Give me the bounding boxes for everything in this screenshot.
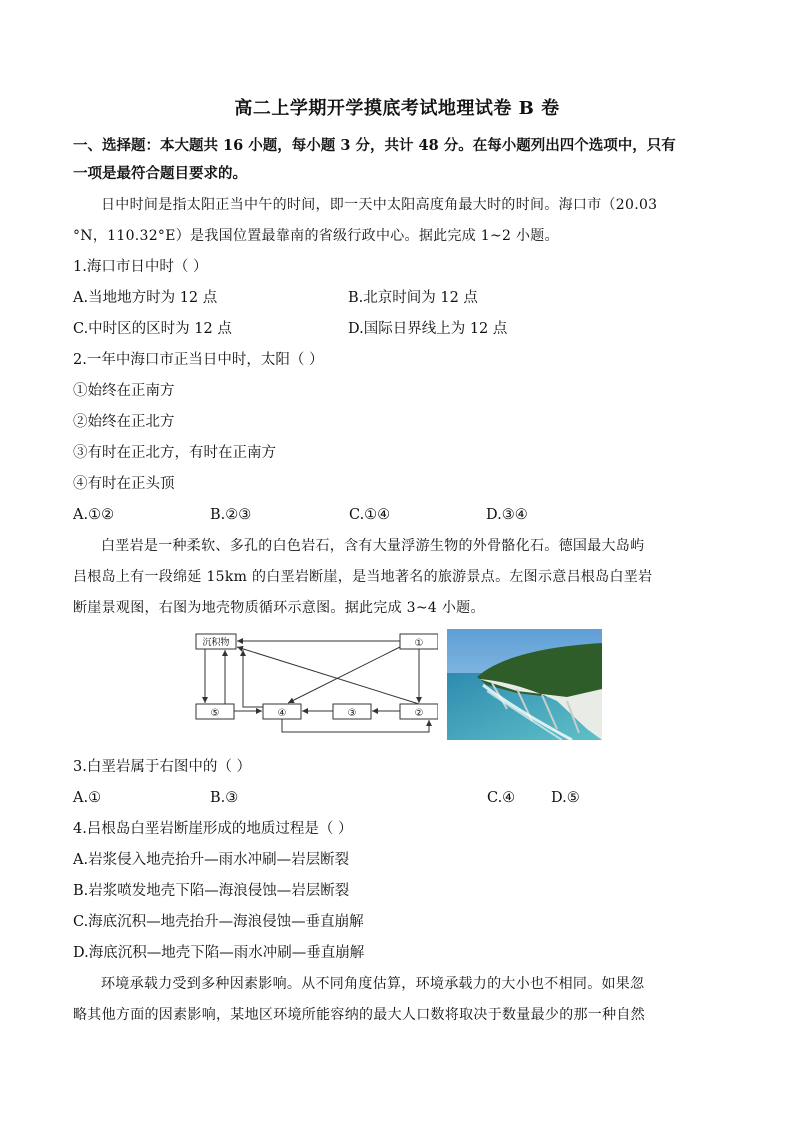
q2-option-a[interactable]: A.①② [73,507,115,523]
q2-item-3: ③有时在正北方，有时在正南方 [73,445,276,461]
q4-option-a[interactable]: A.岩浆侵入地壳抬升—雨水冲刷—岩层断裂 [73,852,350,868]
passage1-line1: 日中时间是指太阳正当中午的时间，即一天中太阳高度角最大时的时间。海口市（20.03 [101,197,658,213]
figures [73,630,721,748]
arrow-4-to-2 [282,719,429,732]
arrow-2-to-sediment [237,647,419,704]
q1-option-d[interactable]: D.国际日界线上为 12 点 [348,321,508,337]
q1-stem: 1.海口市日中时（ ） [73,259,208,275]
q3-option-a[interactable]: A.① [73,790,102,806]
q1-option-c[interactable]: C.中时区的区时为 12 点 [73,321,232,337]
q2-options [73,500,721,531]
arrow-4-to-sediment [243,650,263,707]
section-heading-line1: 一、选择题：本大题共 16 小题，每小题 3 分，共计 48 分。在每小题列出四个选项中，只有 [73,137,676,154]
q4-option-c[interactable]: C.海底沉积—地壳抬升—海浪侵蚀—垂直崩解 [73,914,364,930]
rock-cycle-diagram [193,630,438,742]
passage3-line2: 略其他方面的因素影响，某地区环境所能容纳的最大人口数将取决于数量最少的那一种自然 [73,1007,645,1023]
q3-option-d[interactable]: D.⑤ [551,790,580,806]
q4-option-d[interactable]: D.海底沉积—地壳下陷—雨水冲刷—垂直崩解 [73,945,365,961]
q2-option-c[interactable]: C.①④ [349,507,391,523]
q4-option-b[interactable]: B.岩浆喷发地壳下陷—海浪侵蚀—岩层断裂 [73,883,350,899]
label-5: ⑤ [210,708,220,719]
arrow-1-to-4 [288,647,400,703]
q2-stem: 2.一年中海口市正当日中时，太阳（ ） [73,352,324,368]
passage2-line1: 白垩岩是一种柔软、多孔的白色岩石，含有大量浮游生物的外骨骼化石。德国最大岛屿 [101,538,645,554]
q4-stem: 4.吕根岛白垩岩断崖形成的地质过程是（ ） [73,821,353,837]
q2-item-4: ④有时在正头顶 [73,476,175,492]
passage2-line3: 断崖景观图，右图为地壳物质循环示意图。据此完成 3~4 小题。 [73,600,485,616]
label-sediment: 沉积物 [202,638,230,648]
label-3: ③ [347,708,357,719]
q1-option-b[interactable]: B.北京时间为 12 点 [348,290,478,306]
q1-option-a[interactable]: A.当地地方时为 12 点 [73,290,218,306]
exam-page [73,94,721,1031]
q2-option-d[interactable]: D.③④ [486,507,528,523]
q1-options-row2 [73,314,721,345]
q2-item-2: ②始终在正北方 [73,414,175,430]
q3-options [73,783,721,814]
page-title: 高二上学期开学摸底考试地理试卷 B 卷 [234,98,560,119]
passage2-line2: 吕根岛上有一段绵延 15km 的白垩岩断崖，是当地著名的旅游景点。左图示意吕根岛白垩岩 [73,569,653,585]
chalk-cliff-photo [447,629,602,740]
label-4: ④ [277,708,287,719]
label-1: ① [414,638,424,649]
label-2: ② [414,708,424,719]
q1-options-row1 [73,283,721,314]
section-heading-line2: 一项是最符合题目要求的。 [73,165,247,182]
passage1-line2: °N，110.32°E）是我国位置最靠南的省级行政中心。据此完成 1~2 小题。 [73,228,559,244]
q2-item-1: ①始终在正南方 [73,383,175,399]
passage3-line1: 环境承载力受到多种因素影响。从不同角度估算，环境承载力的大小也不相同。如果忽 [101,976,645,992]
q3-option-c[interactable]: C.④ [487,790,516,806]
q2-option-b[interactable]: B.②③ [210,507,252,523]
q3-option-b[interactable]: B.③ [210,790,239,806]
q3-stem: 3.白垩岩属于右图中的（ ） [73,759,251,775]
